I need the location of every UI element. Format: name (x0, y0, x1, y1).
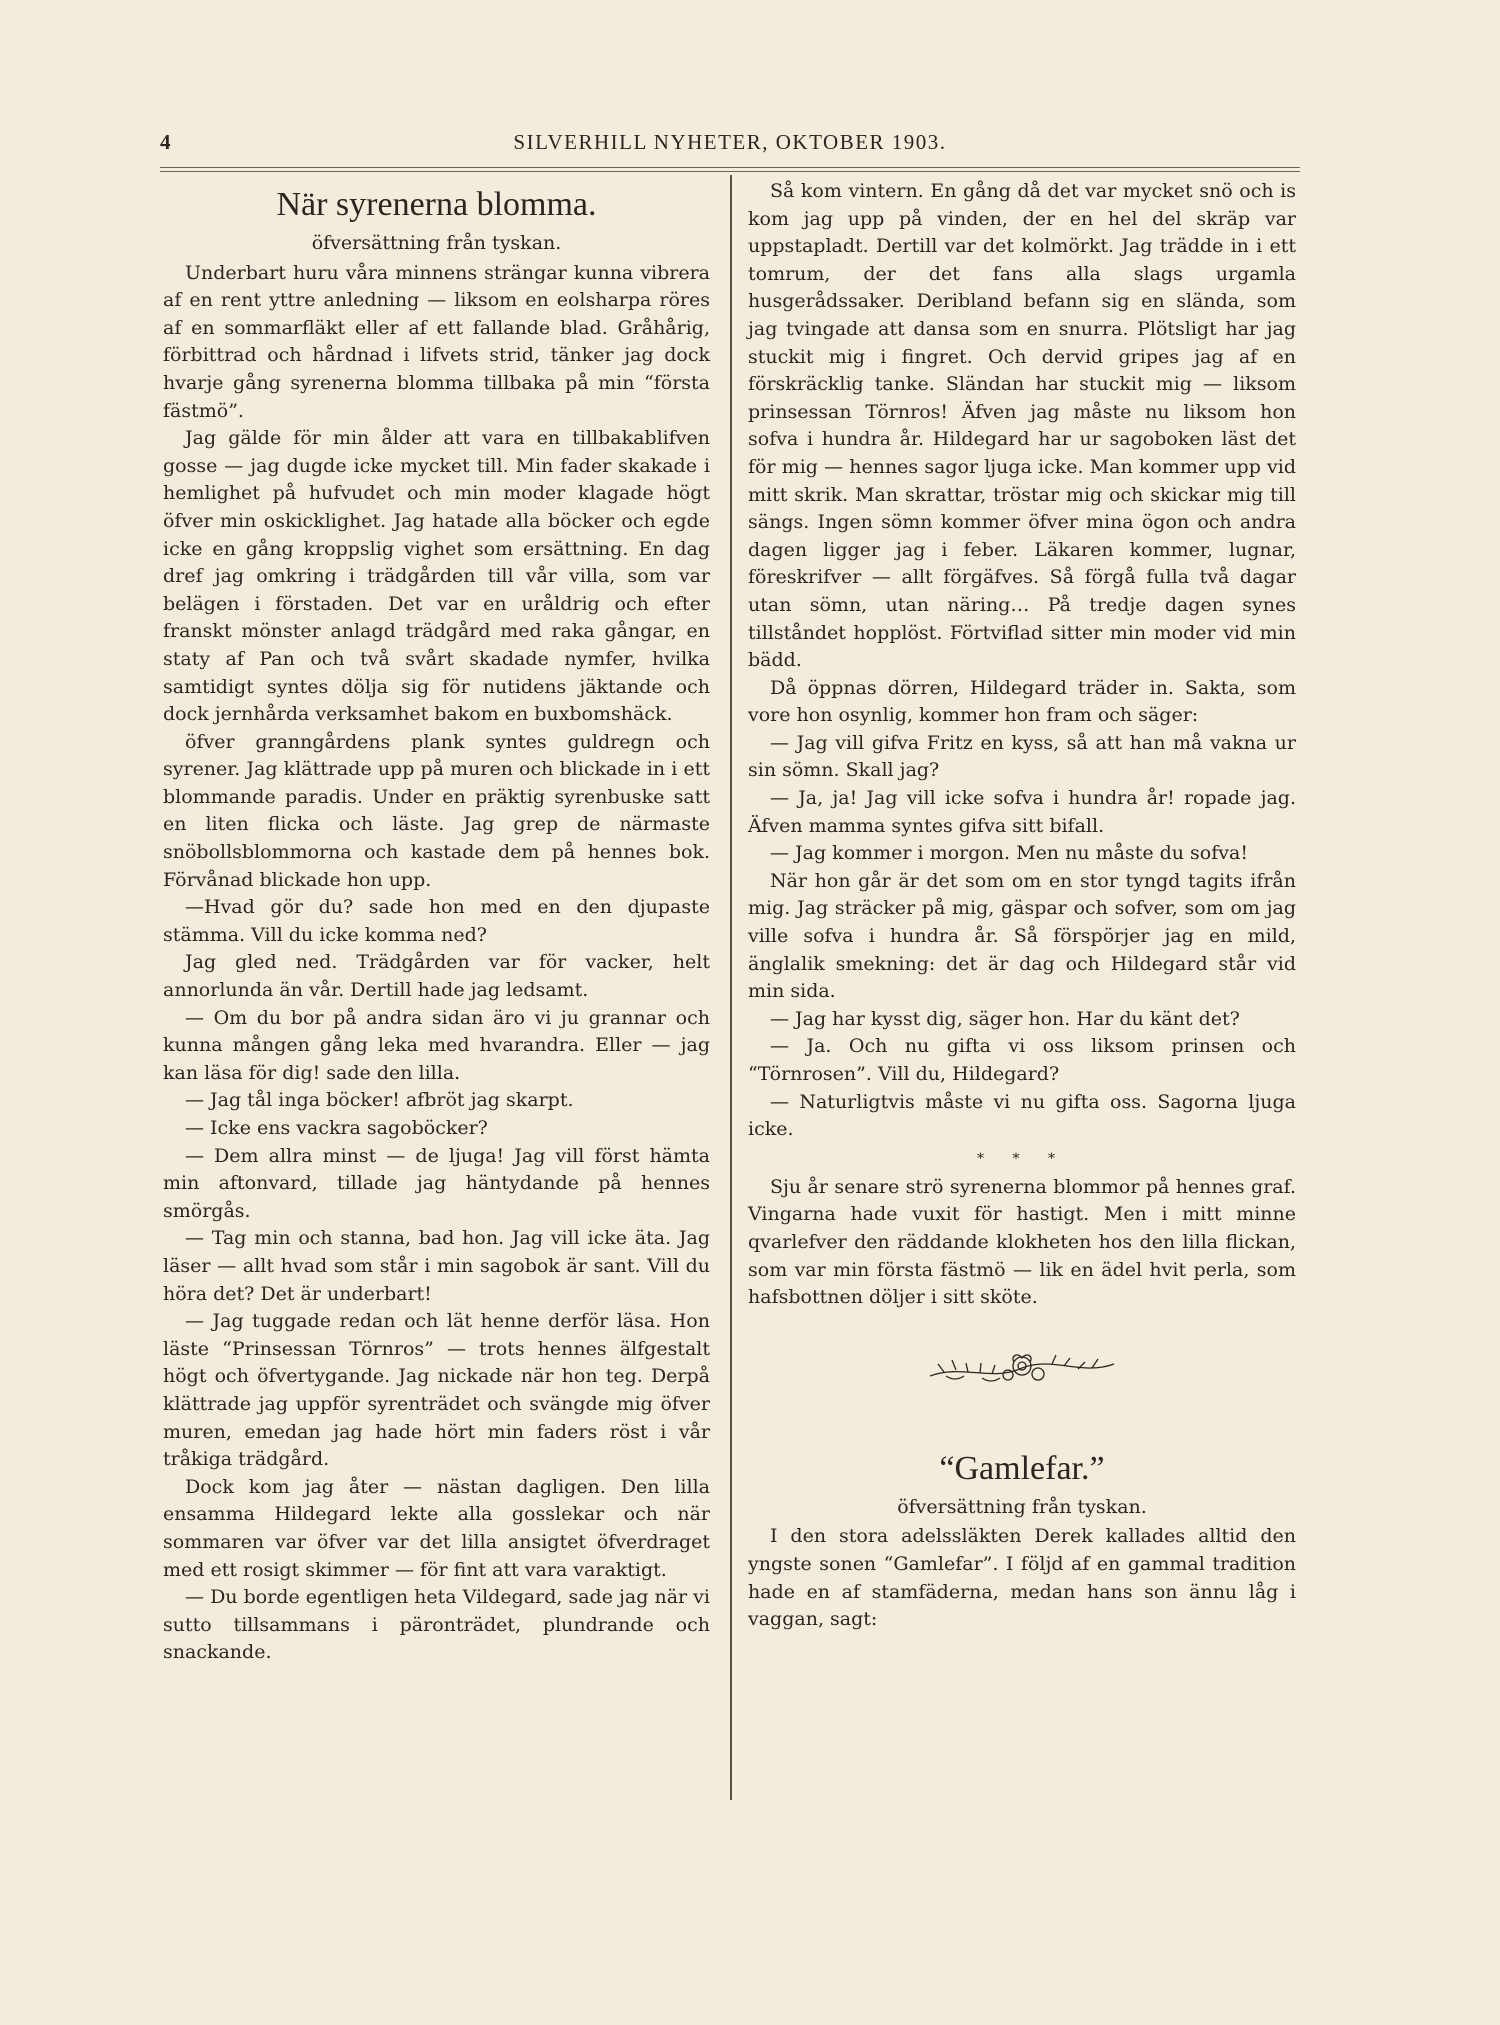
paragraph: — Jag tuggade redan och lät henne derför läsa. Hon läste “Prinsessan Törnros” — trots hennes älfgestalt högt och öfvertygande. Jag nickade när hon teg. Derpå klättrade jag uppför syrenträdet och svängde mig öfver muren, emedan jag hade hört min faders röst i vår tråkiga trädgård. (163, 1310, 710, 1471)
paragraph: — Jag tål inga böcker! afbröt jag skarpt. (185, 1089, 574, 1112)
paragraph: Då öppnas dörren, Hildegard träder in. Sakta, som vore hon osynlig, kommer hon fram och säger: (748, 676, 1296, 727)
header-rule (160, 167, 1300, 168)
paragraph: öfver granngårdens plank syntes guldregn och syrener. Jag klättrade upp på muren och blickade in i ett blommande paradis. Under en präktig syrenbuske satt en liten flicka och läste. Jag grep de närmaste snöbollsblommorna och kastade dem på hennes bok. Förvånad blickade hon upp. (163, 730, 710, 891)
article-title: “Gamlefar.” (939, 1449, 1105, 1487)
paragraph: — Dem allra minst — de ljuga! Jag vill först hämta min aftonvard, tillade jag häntydande på hennes smörgås. (163, 1144, 710, 1222)
paragraph: — Icke ens vackra sagoböcker? (185, 1117, 488, 1139)
article-title: När syrenerna blomma. (276, 186, 597, 223)
paragraph: I den stora adelssläkten Derek kallades alltid den yngste sonen “Gamlefar”. I följd af en gammal tradition hade en af stamfäderna, medan hans son ännu låg i vaggan, sagt: (748, 1525, 1296, 1631)
paragraph: — Ja. Och nu gifta vi oss liksom prinsen och “Törnrosen”. Vill du, Hildegard? (748, 1035, 1296, 1085)
paragraph: När hon går är det som om en stor tyngd tagits ifrån mig. Jag sträcker på mig, gäspar och sofver, som om jag ville sofva i hundra år. Så förspörjer jag en mild, änglalik smekning: det är dag och Hildegard står vid min sida. (748, 869, 1296, 1003)
floral-vignette-icon (922, 1342, 1122, 1392)
running-head: SILVERHILL NYHETER, OKTOBER 1903. (513, 130, 947, 154)
paragraph: — Du borde egentligen heta Vildegard, sade jag när vi sutto tillsammans i päronträdet, plundrande och snackande. (163, 1586, 710, 1664)
page-number: 4 (160, 130, 171, 154)
paragraph: Dock kom jag åter — nästan dagligen. Den lilla ensamma Hildegard lekte alla gosslekar och när sommaren var öfver var det lilla ansigtet öfverdraget med ett rosigt skimmer — för fint att vara varaktigt. (163, 1475, 710, 1581)
paragraph: —Hvad gör du? sade hon med en den djupaste stämma. Vill du icke komma ned? (163, 896, 710, 946)
column-divider (730, 175, 732, 1800)
paragraph: — Tag min och stanna, bad hon. Jag vill icke äta. Jag läser — allt hvad som står i min sagobok är sant. Vill du höra det? Det är underbart! (163, 1227, 710, 1305)
page-header (160, 130, 1300, 158)
paragraph: Sju år senare strö syrenerna blommor på hennes graf. Vingarna hade vuxit för hastigt. Men i mitt minne qvarlefver den räddande klokheten hos den lilla flickan, som var min första fästmö — lik en ädel hvit perla, som hafsbottnen döljer i sitt sköte. (748, 1175, 1296, 1309)
left-column (163, 178, 710, 1667)
paragraph: — Jag har kysst dig, säger hon. Har du känt det? (770, 1007, 1240, 1030)
header-rule (160, 171, 1300, 172)
paragraph: Underbart huru våra minnens strängar kunna vibrera af en rent yttre anledning — liksom en eolsharpa röres af en sommarfläkt eller af ett fallande blad. Gråhårig, förbittrad och hårdnad i lifvets strid, tänker jag dock hvarje gång syrenerna blomma tillbaka på min “första fästmö”. (163, 261, 710, 422)
paragraph: Jag gälde för min ålder att vara en tillbakablifven gosse — jag dugde icke mycket till. Min fader skakade i hemlighet på hufvudet och min moder klagade högt öfver min oskicklighet. Jag hatade alla böcker och egde icke en gång kroppslig vighet som ersättning. En dag dref jag omkring i trädgården till vår villa, som var belägen i förstaden. Det var en uråldrig och efter franskt mönster anlagd trädgård med raka gångar, en staty af Pan och två svårt skadade nymfer, hvilka samtidigt syntes dölja sig för nutidens jäktande och dock jernhårda verksamhet bakom en buxbomshäck. (163, 427, 710, 726)
paragraph: — Om du bor på andra sidan äro vi ju grannar och kunna mången gång leka med hvarandra. Eller — jag kan läsa för dig! sade den lilla. (163, 1006, 710, 1084)
paragraph: Jag gled ned. Trädgården var för vacker, helt annorlunda än vår. Dertill hade jag ledsamt. (163, 951, 710, 1002)
paragraph: — Jag kommer i morgon. Men nu måste du sofva! (770, 842, 1248, 865)
paragraph: — Ja, ja! Jag vill icke sofva i hundra år! ropade jag. Äfven mamma syntes gifva sitt bifall. (748, 787, 1296, 837)
article-subtitle: öfversättning från tyskan. (897, 1495, 1147, 1518)
paragraph: — Naturligtvis måste vi nu gifta oss. Sagorna ljuga icke. (748, 1090, 1296, 1141)
article-subtitle: öfversättning från tyskan. (311, 232, 562, 254)
section-separator: * * * (977, 1150, 1067, 1167)
right-column (748, 178, 1296, 1634)
paragraph: — Jag vill gifva Fritz en kyss, så att han må vakna ur sin sömn. Skall jag? (748, 731, 1296, 782)
paragraph: Så kom vintern. En gång då det var mycket snö och is kom jag upp på vinden, der en hel del skräp var uppstapladt. Dertill var det kolmörkt. Jag trädde in i ett tomrum, der det fans alla slags urgamla husgerådssaker. Deribland befann sig en slända, som jag tvingade att dansa som en snurra. Plötsligt har jag stuckit mig i fingret. Och dervid gripes jag af en förskräcklig tanke. Sländan har stuckit mig — liksom prinsessan Törnros! Äfven jag måste nu liksom hon sofva i hundra år. Hildegard har ur sagoboken läst det för mig — hennes sagor ljuga icke. Man kommer upp vid mitt skrik. Man skrattar, tröstar mig och skickar mig till sängs. Ingen sömn kommer öfver mina ögon och andra dagen ligger jag i feber. Läkaren kommer, lugnar, föreskrifver — allt förgäfves. Så förgå fulla två dagar utan sömn, utan näring… På tredje dagen synes tillståndet hopplöst. Förtviflad sitter min moder vid min bädd. (748, 180, 1296, 672)
